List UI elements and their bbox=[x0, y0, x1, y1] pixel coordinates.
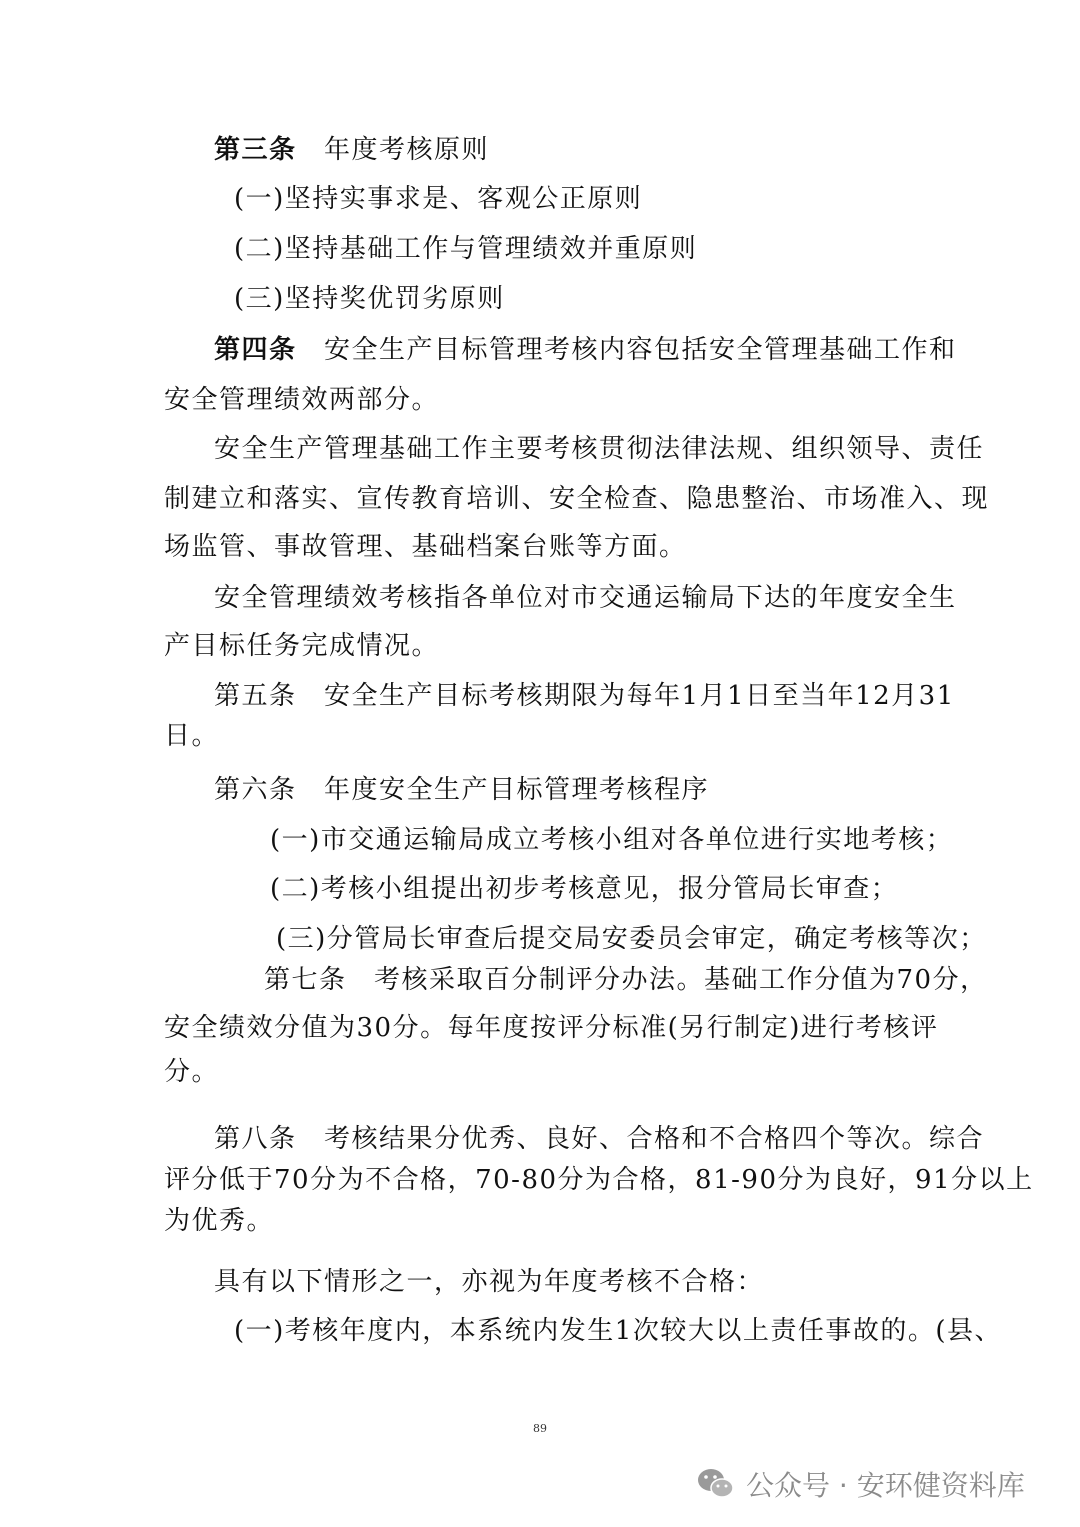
wechat-icon bbox=[696, 1466, 736, 1502]
article-4-text: 安全生产目标管理考核内容包括安全管理基础工作和 bbox=[324, 335, 957, 365]
article-3-item-1: (一)坚持实事求是、客观公正原则 bbox=[234, 184, 643, 214]
paragraph-basic-work-line-1: 安全生产管理基础工作主要考核贯彻法律法规、组织领导、责任 bbox=[214, 434, 985, 464]
article-8-line-1: 第八条 考核结果分优秀、良好、合格和不合格四个等次。综合 bbox=[214, 1124, 985, 1154]
article-5-line-2: 日。 bbox=[164, 721, 220, 751]
article-4-line-2: 安全管理绩效两部分。 bbox=[164, 385, 440, 415]
article-3-item-2: (二)坚持基础工作与管理绩效并重原则 bbox=[234, 234, 698, 264]
article-3-label: 第三条 bbox=[214, 135, 297, 165]
article-6-item-2: (二)考核小组提出初步考核意见，报分管局长审查； bbox=[270, 874, 899, 904]
page-number: 89 bbox=[533, 1422, 547, 1435]
article-5-line-1: 第五条 安全生产目标考核期限为每年1月1日至当年12月31 bbox=[214, 681, 955, 711]
disqualification-intro: 具有以下情形之一，亦视为年度考核不合格： bbox=[214, 1267, 765, 1297]
article-7-line-1: 第七条 考核采取百分制评分办法。基础工作分值为70分， bbox=[264, 965, 988, 995]
article-8-line-2: 评分低于70分为不合格，70-80分为合格，81-90分为良好，91分以上 bbox=[164, 1165, 1034, 1195]
article-8-line-3: 为优秀。 bbox=[164, 1206, 275, 1236]
paragraph-performance-line-2: 产目标任务完成情况。 bbox=[164, 631, 440, 661]
article-3-item-3: (三)坚持奖优罚劣原则 bbox=[234, 284, 505, 314]
article-6-item-1: (一)市交通运输局成立考核小组对各单位进行实地考核； bbox=[270, 825, 954, 855]
wechat-watermark bbox=[696, 1462, 1025, 1506]
paragraph-performance-line-1: 安全管理绩效考核指各单位对市交通运输局下达的年度安全生 bbox=[214, 583, 957, 613]
watermark-text: 公众号 · 安环健资料库 bbox=[746, 1469, 1025, 1502]
article-6-item-3: (三)分管局长审查后提交局安委员会审定，确定考核等次； bbox=[276, 924, 987, 954]
paragraph-basic-work-line-2: 制建立和落实、宣传教育培训、安全检查、隐患整治、市场准入、现 bbox=[164, 484, 990, 514]
article-3-title: 年度考核原则 bbox=[324, 135, 490, 165]
disqualification-item-1: (一)考核年度内，本系统内发生1次较大以上责任事故的。(县、 bbox=[234, 1316, 1002, 1346]
article-7-line-3: 分。 bbox=[164, 1057, 220, 1087]
article-4-label: 第四条 bbox=[214, 335, 297, 365]
paragraph-basic-work-line-3: 场监管、事故管理、基础档案台账等方面。 bbox=[164, 532, 687, 562]
article-7-line-2: 安全绩效分值为30分。每年度按评分标准(另行制定)进行考核评 bbox=[164, 1013, 939, 1043]
article-3-heading bbox=[214, 134, 489, 166]
article-4-line-1 bbox=[214, 334, 957, 366]
article-6-heading: 第六条 年度安全生产目标管理考核程序 bbox=[214, 775, 710, 805]
